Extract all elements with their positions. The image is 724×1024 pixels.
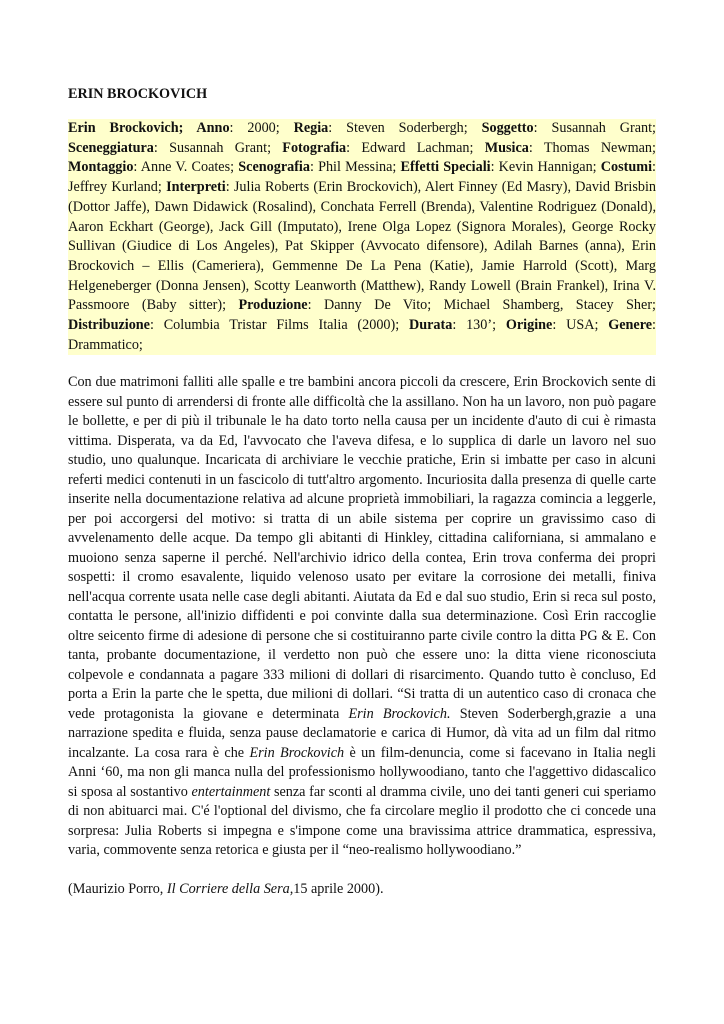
review-quote-part: senza far sconti al dramma civile, uno dei tanti generi cui speriamo di non abituarci mai. C'é l'optional del divismo, che fa circolare meglio il prodotto che ci concede una sorpresa: Julia Roberts si impegna e s'impone come una bravissima attrice drammatica, espressiva, varia, commovente senza retorica e giusta per il “neo-realismo hollywoodiano.” [68,783,656,859]
citation-source: Il Corriere della Sera, [166,880,294,897]
credit-label: Erin Brockovich; Anno [68,120,230,136]
synopsis-text: Con due matrimoni falliti alle spalle e tre bambini ancora piccoli da crescere, Erin Brockovich sente di essere sul punto di arrendersi di fronte alle difficoltà che la assillano. Non ha un lavoro, non può pagare le bollette, e per di più il tribunale le ha dato torto nella causa per un incidente d'auto di cui è rimasta vittima. Disperata, va da Ed, l'avvocato che l'aveva difesa, e lo supplica di darle un lavoro nel suo studio, uno qualunque. Incaricata di archiviare le vecchie pratiche, Erin si imbatte per caso in alcuni referti medici contenuti in un fascicolo di tutt'altro argomento. Incuriosita dalla presenza di quelle carte inserite nella documentazione relativa ad alcune proprietà immobiliari, la ragazza comincia a leggerle, per poi accorgersi del motivo: si tratta di un abile sistema per coprire un gravissimo caso di avvelenamento delle acque. Da tempo gli abitanti di Hinkley, cittadina californiana, si ammalano e muoiono senza saperne il perché. Nell'archivio idrico della contea, Erin trova conferma dei propri sospetti: il cromo esavalente, liquido velenoso usato per evitare la corrosione dei metalli, finiva nell'acqua corrente usata nelle case degli abitanti. Aiutata da Ed e dal suo studio, Erin si reca sul posto, contatta le persone, all'inizio diffidenti e poi convinte dalla sua determinazione. Così Erin raccoglie oltre seicento firme di adesione di persone che si costituiranno parte civile contro la ditta PG & E. Con tanta, probante documentazione, il verdetto non può che essere uno: la ditta viene riconosciuta colpevole e condannata a pagare 333 milioni di dollari di risarcimento. Quando tutto è concluso, Ed porta a Erin la parte che le spetta, due milioni di dollari. [68,374,656,703]
credit-value: : Edward Lachman; [346,139,485,156]
credit-value: : Columbia Tristar Films Italia (2000); [149,317,409,334]
credit-label: Effetti Speciali [400,159,491,176]
citation-author: (Maurizio Porro, [68,880,167,897]
credit-value: : Drammatico; [68,317,656,353]
credit-value: : Danny De Vito; Michael Shamberg, Stacey Sher; [307,297,656,314]
review-quote-part: è un film-denuncia, come si facevano in Italia negli Anni ‘60, ma non gli manca nulla del professionismo hollywoodiano, tanto che l'aggettivo didascalico si sposa al sostantivo [68,744,656,800]
credit-value: : Thomas Newman; [528,139,656,156]
credit-label: Regia [293,120,329,136]
review-quote-part: “Si tratta di un autentico caso di cronaca che vede protagonista la giovane e determinata [68,686,657,722]
review-quote-emphasis: entertainment [191,783,271,800]
credit-label: Fotografia [282,139,347,156]
synopsis-paragraph [68,373,656,861]
credit-value: : Anne V. Coates; [133,159,239,176]
credit-value: : Kevin Hannigan; [490,159,601,176]
credit-label: Costumi [600,159,653,176]
credit-value: : Julia Roberts (Erin Brockovich), Alert Finney (Ed Masry), David Brisbin (Dottor Jaffe), Dawn Didawick (Rosalind), Conchata Ferrell (Brenda), Valentine Rodriguez (Donald), Aaron Eckhart (George), Jack Gill (Imputato), Irene Olga Lopez (Signora Morales), George Rocky Sullivan (Giudice di Los Angeles), Pat Skipper (Avvocato difensore), Adilah Barnes (anna), Erin Brockovich – Ellis (Cameriera), Gemmenne De La Pena (Katie), Jamie Harrold (Scott), Marg Helgeneberger (Donna Jensen), Scotty Leanworth (Matthew), Randy Lowell (Brain Frankel), Irina V. Passmoore (Baby sitter); [68,179,656,314]
credit-label: Soggetto [481,120,534,136]
review-quote-emphasis: Erin Brockovich. [348,705,451,722]
citation-date: 15 aprile 2000). [293,880,384,897]
review-citation [68,880,656,900]
credit-value: : Jeffrey Kurland; [68,159,656,196]
credit-value: : USA; [552,317,609,334]
film-credits-block [68,119,656,355]
credit-label: Musica [484,139,529,156]
credit-value: : Susannah Grant; [153,139,283,156]
credit-value: : 130’; [452,317,506,334]
credit-label: Produzione [238,297,308,314]
credit-value: : 2000; [229,120,294,136]
review-quote-emphasis: Erin Brockovich [249,744,345,761]
credit-value: : Phil Messina; [309,159,401,176]
credit-label: Sceneggiatura [68,139,154,156]
credit-label: Origine [505,317,553,334]
credit-label: Montaggio [68,159,134,176]
credit-value: : Susannah Grant; [533,120,656,136]
document-title: ERIN BROCKOVICH [68,86,208,102]
credit-label: Durata [408,317,453,334]
credit-label: Interpreti [166,179,226,196]
review-quote-part: Steven Soderbergh,grazie a una narrazione spedita e fluida, senza pause declamatorie e carica di Humor, dà vita ad un film dal ritmo incalzante. La cosa rara è che [68,705,656,761]
credit-value: : Steven Soderbergh; [328,120,482,136]
credit-label: Genere [608,317,653,334]
credit-label: Scenografia [238,159,310,176]
credit-label: Distribuzione [68,317,150,334]
